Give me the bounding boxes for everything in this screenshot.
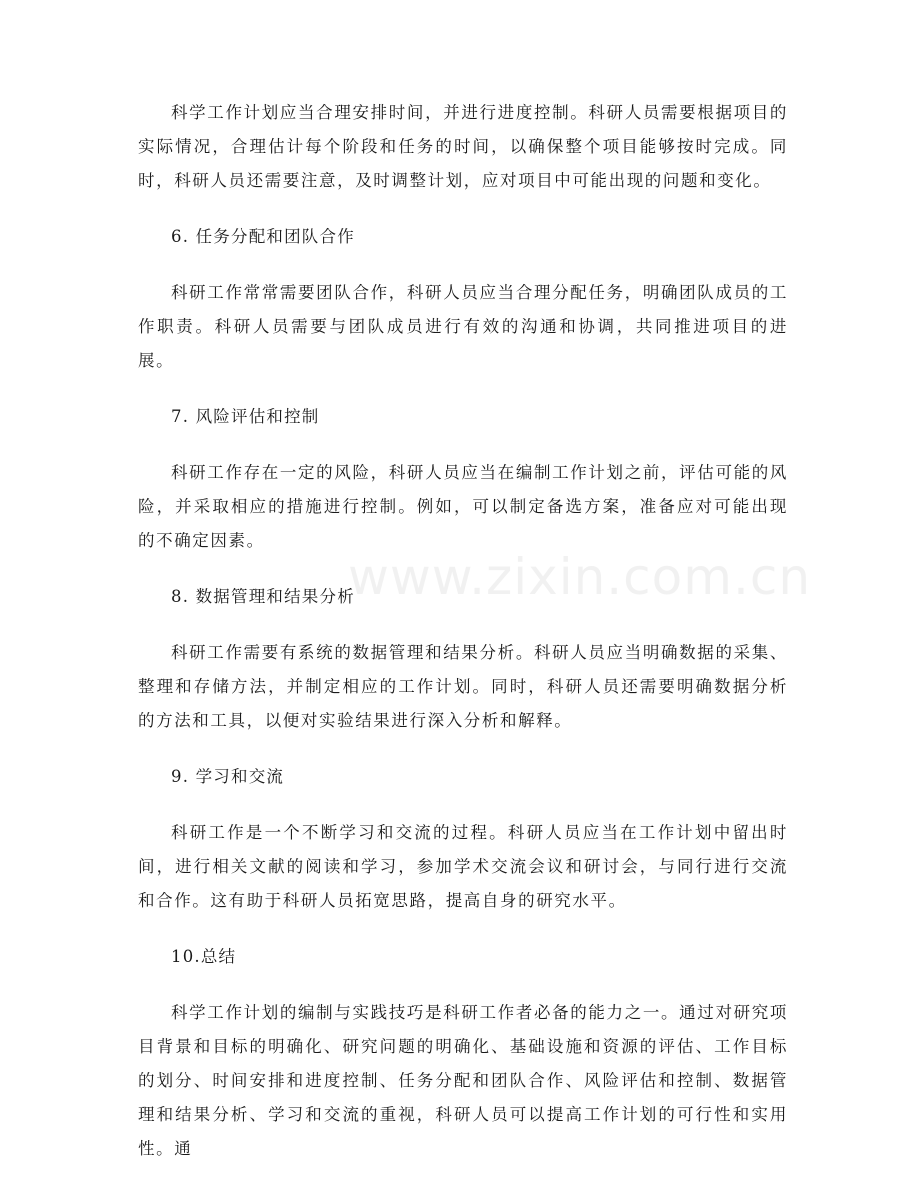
paragraph-task-allocation: 科研工作常常需要团队合作，科研人员应当合理分配任务，明确团队成员的工作职责。科研人员需要与团队成员进行有效的沟通和协调，共同推进项目的进展。 bbox=[138, 283, 788, 370]
heading-risk: 7. 风险评估和控制 bbox=[171, 407, 320, 426]
paragraph-data-management: 科研工作需要有系统的数据管理和结果分析。科研人员应当明确数据的采集、整理和存储方法，并制定相应的工作计划。同时，科研人员还需要明确数据分析的方法和工具，以便对实验结果进行深入分析和解释。 bbox=[138, 643, 788, 730]
heading-summary: 10.总结 bbox=[171, 947, 237, 966]
paragraph-learning: 科研工作是一个不断学习和交流的过程。科研人员应当在工作计划中留出时间，进行相关文献的阅读和学习，参加学术交流会议和研讨会，与同行进行交流和合作。这有助于科研人员拓宽思路，提高自身的研究水平。 bbox=[138, 823, 788, 910]
heading-task-allocation: 6. 任务分配和团队合作 bbox=[171, 227, 355, 246]
paragraph-risk: 科研工作存在一定的风险，科研人员应当在编制工作计划之前，评估可能的风险，并采取相应的措施进行控制。例如，可以制定备选方案，准备应对可能出现的不确定因素。 bbox=[138, 463, 788, 550]
paragraph-schedule: 科学工作计划应当合理安排时间，并进行进度控制。科研人员需要根据项目的实际情况，合理估计每个阶段和任务的时间，以确保整个项目能够按时完成。同时，科研人员还需要注意，及时调整计划，应对项目中可能出现的问题和变化。 bbox=[138, 103, 788, 190]
heading-learning: 9. 学习和交流 bbox=[171, 767, 285, 786]
paragraph-summary: 科学工作计划的编制与实践技巧是科研工作者必备的能力之一。通过对研究项目背景和目标的明确化、研究问题的明确化、基础设施和资源的评估、工作目标的划分、时间安排和进度控制、任务分配和团队合作、风险评估和控制、数据管理和结果分析、学习和交流的重视，科研人员可以提高工作计划的可行性和实用性。通 bbox=[138, 1003, 788, 1158]
watermark: www.zixin.com.cn bbox=[348, 548, 812, 606]
heading-data-management: 8. 数据管理和结果分析 bbox=[171, 587, 355, 606]
document-body bbox=[138, 96, 788, 1188]
